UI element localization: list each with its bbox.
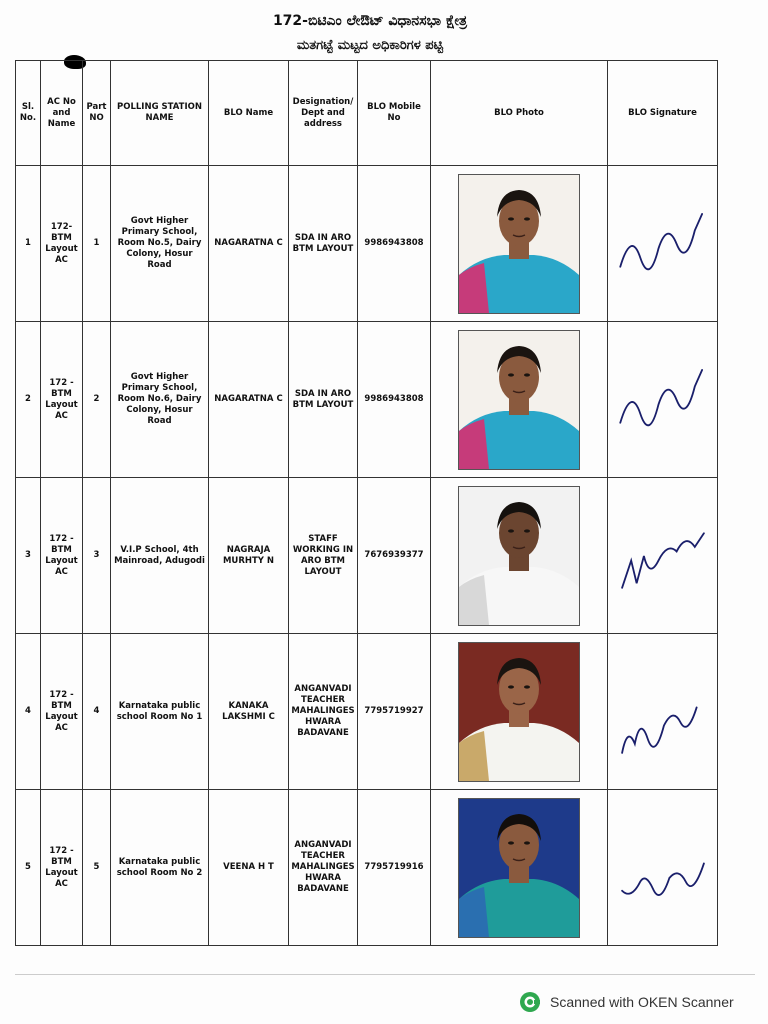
row-sl-no: 2 [16,322,41,478]
row-polling-station: Govt Higher Primary School, Room No.6, Dairy Colony, Hosur Road [111,322,209,478]
row-blo-photo [431,478,608,634]
row-mobile: 7795719927 [358,634,431,790]
column-header-part-no: Part NO [83,61,111,166]
row-sl-no: 5 [16,790,41,946]
column-header-mobile: BLO Mobile No [358,61,431,166]
row-polling-station: Govt Higher Primary School, Room No.5, Dairy Colony, Hosur Road [111,166,209,322]
row-blo-name: NAGRAJA MURHTY N [209,478,289,634]
row-designation: STAFF WORKING IN ARO BTM LAYOUT [289,478,358,634]
row-mobile: 7795719916 [358,790,431,946]
blo-signature-image [613,189,713,299]
row-ac-name: 172 - BTM Layout AC [41,478,83,634]
blo-signature-image [613,657,713,767]
row-blo-photo [431,166,608,322]
row-sl-no: 3 [16,478,41,634]
table-row [16,634,718,790]
row-part-no: 4 [83,634,111,790]
blo-photo-image [459,487,579,625]
blo-signature-image [613,345,713,455]
column-header-photo: BLO Photo [431,61,608,166]
column-header-designation: Designation/ Dept and address [289,61,358,166]
row-blo-name: VEENA H T [209,790,289,946]
row-sl-no: 4 [16,634,41,790]
blo-photo-image [459,331,579,469]
row-part-no: 1 [83,166,111,322]
column-header-sl-no: Sl. No. [16,61,41,166]
row-blo-signature [608,634,718,790]
blo-signature-image [613,501,713,611]
row-mobile: 9986943808 [358,322,431,478]
blo-table [15,60,718,946]
table-row [16,790,718,946]
row-designation: ANGANVADI TEACHER MAHALINGES HWARA BADAVANE [289,634,358,790]
table-row [16,322,718,478]
row-designation: ANGANVADI TEACHER MAHALINGES HWARA BADAVANE [289,790,358,946]
row-blo-photo [431,634,608,790]
row-blo-signature [608,322,718,478]
row-blo-signature [608,166,718,322]
blo-photo-frame [458,798,580,938]
blo-photo-image [459,799,579,937]
row-blo-signature [608,478,718,634]
bottom-divider [15,974,755,975]
column-header-blo-name: BLO Name [209,61,289,166]
row-blo-name: NAGARATNA C [209,322,289,478]
scanner-footer [518,990,734,1014]
column-header-ac-no: AC No and Name [41,61,83,166]
table-header-row [16,61,718,166]
scanner-text: Scanned with OKEN Scanner [550,994,734,1010]
row-polling-station: Karnataka public school Room No 1 [111,634,209,790]
column-header-polling-station: POLLING STATION NAME [111,61,209,166]
blo-photo-frame [458,330,580,470]
blo-photo-image [459,643,579,781]
table-row [16,166,718,322]
row-designation: SDA IN ARO BTM LAYOUT [289,166,358,322]
table-row [16,478,718,634]
row-blo-signature [608,790,718,946]
blo-photo-frame [458,174,580,314]
document-subtitle: ಮತಗಟ್ಟೆ ಮಟ್ಟದ ಅಧಿಕಾರಿಗಳ ಪಟ್ಟಿ [296,38,444,53]
row-blo-name: KANAKA LAKSHMI C [209,634,289,790]
row-blo-name: NAGARATNA C [209,166,289,322]
row-mobile: 7676939377 [358,478,431,634]
document-title: 172-ಬಿಟಿಎಂ ಲೇಔಟ್ ವಿಧಾನಸಭಾ ಕ್ಷೇತ್ರ [272,13,468,29]
row-part-no: 3 [83,478,111,634]
blo-signature-image [613,813,713,923]
row-blo-photo [431,790,608,946]
row-ac-name: 172- BTM Layout AC [41,166,83,322]
blo-photo-image [459,175,579,313]
row-blo-photo [431,322,608,478]
row-part-no: 2 [83,322,111,478]
row-part-no: 5 [83,790,111,946]
row-designation: SDA IN ARO BTM LAYOUT [289,322,358,478]
row-polling-station: V.I.P School, 4th Mainroad, Adugodi [111,478,209,634]
oken-scanner-icon [518,990,542,1014]
row-mobile: 9986943808 [358,166,431,322]
blo-photo-frame [458,486,580,626]
row-ac-name: 172 - BTM Layout AC [41,790,83,946]
row-polling-station: Karnataka public school Room No 2 [111,790,209,946]
column-header-signature: BLO Signature [608,61,718,166]
row-sl-no: 1 [16,166,41,322]
row-ac-name: 172 - BTM Layout AC [41,634,83,790]
row-ac-name: 172 - BTM Layout AC [41,322,83,478]
blo-photo-frame [458,642,580,782]
